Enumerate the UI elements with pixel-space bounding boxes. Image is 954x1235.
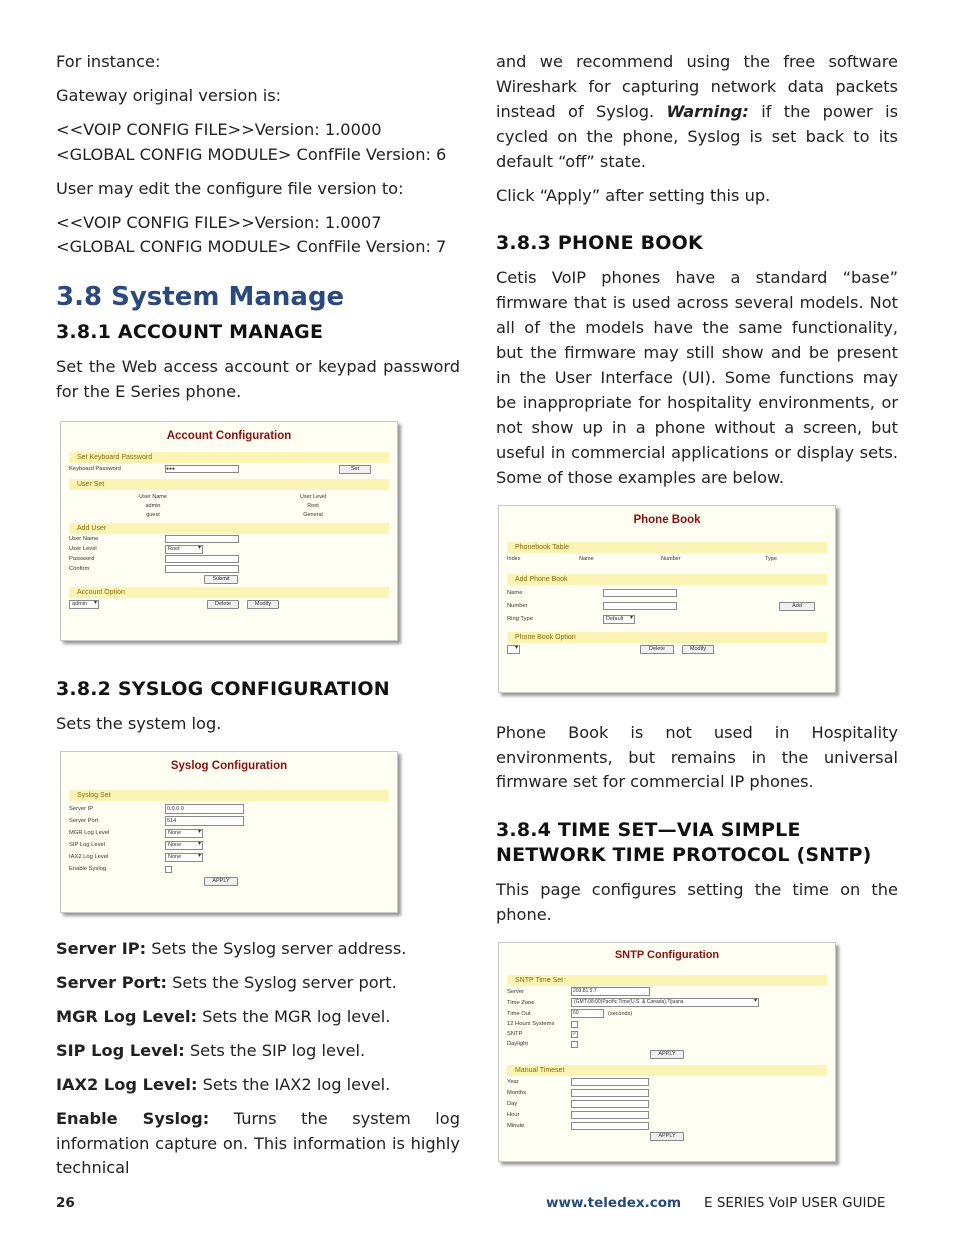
year-label: Year <box>507 1078 519 1085</box>
server-port-input[interactable]: 514 <box>165 816 244 826</box>
server-ip-label: Server IP <box>69 806 94 813</box>
page-number: 26 <box>56 1195 75 1211</box>
website-link[interactable]: www.teledex.com <box>546 1195 682 1211</box>
config-original <box>56 118 460 168</box>
def-server-ip <box>56 937 460 962</box>
col-index: Index <box>507 556 521 563</box>
syslog-description: Sets the system log. <box>56 714 222 734</box>
time-out-input[interactable]: 60 <box>571 1009 604 1018</box>
page-footer <box>56 1195 898 1213</box>
def-term: IAX2 Log Level: <box>56 1074 198 1094</box>
set-button[interactable]: Set <box>339 465 371 474</box>
time-zone-label: Time Zone <box>507 999 535 1006</box>
sip-log-level-select[interactable]: None ▾ <box>165 841 203 850</box>
time-set-description: This page configures setting the time on the phone. <box>496 880 898 925</box>
hour-input[interactable] <box>571 1111 649 1119</box>
minute-label: Minute <box>507 1122 525 1129</box>
user-name-cell: guest <box>146 511 160 518</box>
syslog-apply-button[interactable]: APPLY <box>204 877 238 886</box>
def-term: SIP Log Level: <box>56 1040 185 1060</box>
pb-number-label: Number <box>507 603 528 610</box>
time-out-unit: (seconds) <box>608 1010 633 1017</box>
config-line: <<VOIP CONFIG FILE>>Version: 1.0007 <box>56 212 382 232</box>
bar-user-set: User Set <box>69 479 389 490</box>
phone-book-screenshot <box>498 505 836 693</box>
modify-button[interactable]: Modify <box>247 600 279 609</box>
months-input[interactable] <box>571 1089 649 1097</box>
confirm-label: Confirm <box>69 566 90 573</box>
pb-modify-button[interactable]: Modify <box>682 645 714 654</box>
pb-name-input[interactable] <box>603 589 677 597</box>
left-column <box>56 50 460 1190</box>
pb-add-button[interactable]: Add <box>779 602 815 611</box>
password-label: Password <box>69 556 95 563</box>
password-input[interactable] <box>165 555 239 563</box>
col-type: Type <box>765 556 777 563</box>
sntp-server-label: Server <box>507 988 525 995</box>
text-run: and we recommend using the free software Wireshark for capturing network data packets instead of Syslog. <box>496 52 898 121</box>
12-hours-checkbox[interactable] <box>571 1021 578 1028</box>
pb-option-select[interactable] <box>507 645 520 654</box>
iax2-log-level-select[interactable]: None ▾ <box>165 853 203 862</box>
submit-button[interactable]: Submit <box>204 575 238 584</box>
pb-name-label: Name <box>507 590 523 597</box>
pb-number-input[interactable] <box>603 602 677 610</box>
col-user-name: User Name <box>139 493 167 500</box>
sntp-config-screenshot <box>498 942 836 1162</box>
sip-log-level-label: SIP Log Level <box>69 842 105 849</box>
account-config-screenshot <box>60 421 398 641</box>
manual-apply-button[interactable]: APPLY <box>650 1132 684 1141</box>
paragraph-user-edit: User may edit the configure file version to: <box>56 178 404 198</box>
day-input[interactable] <box>571 1100 649 1108</box>
def-term: MGR Log Level: <box>56 1006 198 1026</box>
paragraph-gateway-original: Gateway original version is: <box>56 85 282 105</box>
sntp-apply-button[interactable]: APPLY <box>650 1050 684 1059</box>
def-term: Enable Syslog: <box>56 1108 210 1128</box>
table-row <box>69 510 389 519</box>
section-title-system-manage: 3.8 System Manage <box>56 282 345 313</box>
col-number: Number <box>661 556 681 563</box>
bar-add-user: Add User <box>69 523 389 534</box>
keyboard-password-label: Keyboard Password <box>69 466 121 473</box>
account-option-select[interactable]: admin ▾ <box>69 600 99 609</box>
table-row <box>69 501 389 510</box>
bar-phone-book-option: Phone Book Option <box>507 632 827 643</box>
click-apply-note: Click “Apply” after setting this up. <box>496 185 771 205</box>
enable-syslog-label: Enable Syslog <box>69 866 107 873</box>
account-description: Set the Web access account or keypad password for the E Series phone. <box>56 357 460 402</box>
bar-manual-timeset: Manual Timeset <box>507 1065 827 1076</box>
heading-phone-book: 3.8.3 PHONE BOOK <box>496 232 703 255</box>
bar-sntp-time-set: SNTP Time Set <box>507 975 827 986</box>
sntp-enable-checkbox[interactable]: ✓ <box>572 1030 577 1037</box>
def-text: Sets the SIP log level. <box>184 1040 366 1060</box>
sntp-enable-label: SNTP <box>507 1031 523 1038</box>
delete-button[interactable]: Delete <box>207 600 239 609</box>
col-name: Name <box>579 556 594 563</box>
phone-book-note: Phone Book is not used in Hospitality environments, but remains in the universal firmware set for commercial IP phones. <box>496 722 898 792</box>
right-column <box>496 50 898 1162</box>
time-zone-select[interactable]: (GMT-08:00)Pacific Time(U.S. & Canada),Tijuana ▾ <box>571 998 759 1007</box>
user-level-cell: General <box>303 511 323 518</box>
minute-input[interactable] <box>571 1122 649 1130</box>
phone-book-title: Phone Book <box>633 513 701 526</box>
username-input[interactable] <box>165 535 239 543</box>
userlevel-select[interactable]: Root ▾ <box>165 545 203 554</box>
bar-syslog-set: Syslog Set <box>69 790 389 801</box>
phone-book-description: Cetis VoIP phones have a standard “base” firmware that is used across several models. Not all of the models have the same functionality, but the firmware may still show and be present in the User Interface (UI). Some functions may be inappropriate for hospitality environments, or not show up in a phone without a screen, but useful in commercial applications or display sets. Some of those examples are below. <box>496 268 898 487</box>
user-level-cell: Root <box>307 502 319 509</box>
def-server-port <box>56 971 460 996</box>
username-label: User Name <box>69 536 99 543</box>
mgr-log-level-select[interactable]: None ▾ <box>165 829 203 838</box>
12-hours-label: 12 Hours Systems <box>507 1021 555 1028</box>
heading-time-set: 3.8.4 TIME SET—VIA SIMPLE NETWORK TIME PROTOCOL (SNTP) <box>496 819 872 867</box>
account-config-title: Account Configuration <box>166 430 292 443</box>
ring-type-select[interactable]: Default ▾ <box>603 615 635 624</box>
warning-label: Warning: <box>666 101 749 121</box>
def-iax2-log-level <box>56 1073 460 1098</box>
syslog-config-screenshot <box>60 751 398 913</box>
bar-account-option: Account Option <box>69 587 389 598</box>
config-line: <GLOBAL CONFIG MODULE> ConfFile Version: 7 <box>56 237 447 257</box>
bar-keyboard-password: Set Keyboard Password <box>69 452 389 463</box>
server-ip-input[interactable]: 0.0.0.0 <box>165 804 244 814</box>
keyboard-password-input[interactable]: ●●● <box>165 465 239 473</box>
def-term: Server Port: <box>56 972 167 992</box>
def-term: Server IP: <box>56 939 147 959</box>
def-text: Sets the Syslog server port. <box>166 972 397 992</box>
hour-label: Hour <box>507 1111 520 1118</box>
def-text: Sets the Syslog server address. <box>146 939 407 959</box>
def-enable-syslog <box>56 1107 460 1182</box>
server-port-label: Server Port <box>69 818 99 825</box>
def-mgr-log-level <box>56 1005 460 1030</box>
bar-add-phone-book: Add Phone Book <box>507 574 827 585</box>
user-name-cell: admin <box>145 502 161 509</box>
text-run: if the power is cycled on the phone, Syslog is set back to its default “off” state. <box>496 101 899 171</box>
col-user-level: User Level <box>299 493 327 500</box>
daylight-label: Daylight <box>507 1041 528 1048</box>
paragraph-for-instance: For instance: <box>56 52 161 71</box>
daylight-checkbox[interactable] <box>571 1041 578 1048</box>
time-out-label: Time Out <box>507 1010 531 1017</box>
def-text: Turns the system log information capture on. This information is highly technical <box>56 1108 460 1178</box>
months-label: Months <box>507 1089 527 1096</box>
def-sip-log-level <box>56 1039 460 1064</box>
def-text: Sets the IAX2 log level. <box>197 1074 391 1094</box>
syslog-config-title: Syslog Configuration <box>170 760 288 773</box>
config-line: <<VOIP CONFIG FILE>>Version: 1.0000 <box>56 119 382 139</box>
guide-title: E SERIES VoIP USER GUIDE <box>704 1195 886 1211</box>
config-edited <box>56 211 460 261</box>
confirm-input[interactable] <box>165 565 239 573</box>
bar-phonebook-table: Phonebook Table <box>507 542 827 553</box>
config-line: <GLOBAL CONFIG MODULE> ConfFile Version: 6 <box>56 144 447 164</box>
heading-account-manage: 3.8.1 ACCOUNT MANAGE <box>56 321 324 344</box>
sntp-server-input[interactable]: 209.81.9.7 <box>571 987 650 996</box>
def-text: Sets the MGR log level. <box>197 1006 391 1026</box>
mgr-log-level-label: MGR Log Level <box>69 830 110 837</box>
heading-syslog-configuration: 3.8.2 SYSLOG CONFIGURATION <box>56 678 390 701</box>
enable-syslog-checkbox[interactable] <box>165 866 172 873</box>
pb-delete-button[interactable]: Delete <box>640 645 674 654</box>
userlevel-label: User Level <box>69 546 97 553</box>
day-label: Day <box>507 1100 518 1107</box>
sntp-config-title: SNTP Configuration <box>614 949 720 962</box>
iax2-log-level-label: IAX2 Log Level <box>69 854 109 861</box>
ring-type-label: Ring Type <box>507 616 533 623</box>
year-input[interactable] <box>571 1078 649 1086</box>
syslog-continuation <box>496 50 898 175</box>
